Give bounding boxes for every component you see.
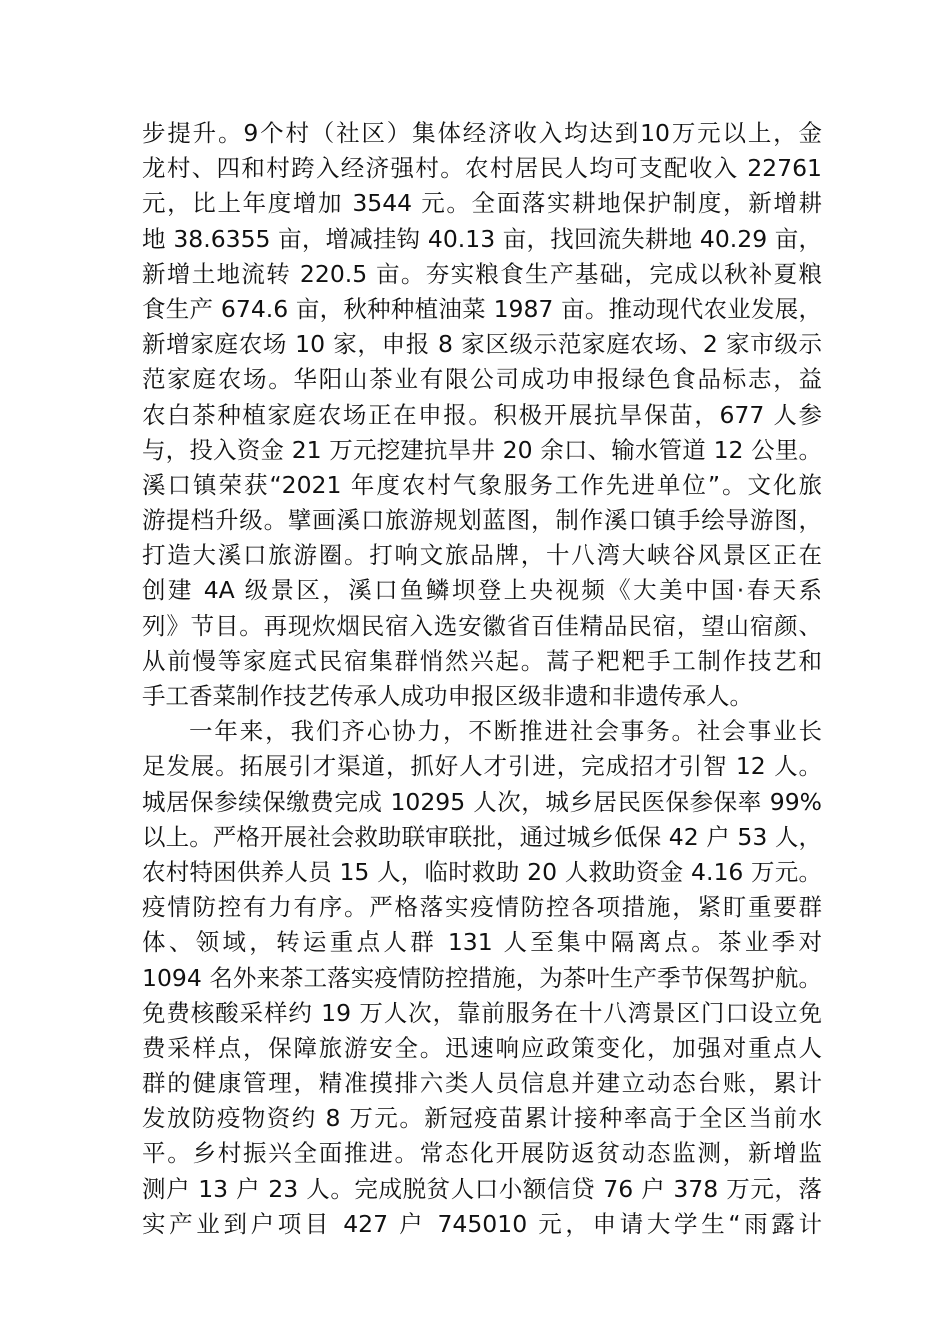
text-line: 平。乡村振兴全面推进。常态化开展防返贫动态监测，新增监 [142,1139,822,1168]
text-line: 农村特困供养人员 15 人，临时救助 20 人救助资金 4.16 万元。 [142,857,822,886]
text-line: 与，投入资金 21 万元挖建抗旱井 20 余口、输水管道 12 公里。 [142,435,822,464]
text-line: 手工香菜制作技艺传承人成功申报区级非遗和非遗传承人。 [142,682,753,710]
text-line: 游提档升级。擘画溪口旅游规划蓝图，制作溪口镇手绘导游图， [142,506,822,535]
text-line: 发放防疫物资约 8 万元。新冠疫苗累计接种率高于全区当前水 [142,1104,822,1133]
text-line: 群的健康管理，精准摸排六类人员信息并建立动态台账，累计 [142,1069,822,1098]
text-line: 从前慢等家庭式民宿集群悄然兴起。蒿子粑粑手工制作技艺和 [142,646,822,675]
text-line: 新增家庭农场 10 家，申报 8 家区级示范家庭农场、2 家市级示 [142,330,822,359]
text-line: 食生产 674.6 亩，秋种种植油菜 1987 亩。推动现代农业发展， [142,294,822,323]
text-line: 测户 13 户 23 人。完成脱贫人口小额信贷 76 户 378 万元，落 [142,1174,822,1203]
text-line: 免费核酸采样约 19 万人次，靠前服务在十八湾景区门口设立免 [142,998,822,1027]
text-line: 步提升。9个村（社区）集体经济收入均达到10万元以上，金 [142,119,822,147]
text-line: 费采样点，保障旅游安全。迅速响应政策变化，加强对重点人 [142,1033,822,1062]
text-line: 体、领域，转运重点人群 131 人至集中隔离点。茶业季对 [142,928,822,957]
text-line: 疫情防控有力有序。严格落实疫情防控各项措施，紧盯重要群 [142,893,822,922]
body-text [142,116,822,1242]
text-line: 创建 4A 级景区，溪口鱼鳞坝登上央视频《大美中国·春天系 [142,576,822,605]
text-line: 地 38.6355 亩，增减挂钩 40.13 亩，找回流失耕地 40.29 亩， [142,224,822,253]
text-line: 以上。严格开展社会救助联审联批，通过城乡低保 42 户 53 人， [142,822,822,851]
text-line: 龙村、四和村跨入经济强村。农村居民人均可支配收入 22761 [142,154,822,183]
text-line: 溪口镇荣获“2021 年度农村气象服务工作先进单位”。文化旅 [142,470,822,499]
text-line: 实产业到户项目 427 户 745010 元，申请大学生“雨露计 [142,1209,822,1238]
paragraph-start-line: 一年来，我们齐心协力，不断推进社会事务。社会事业长 [189,717,822,746]
text-line: 足发展。拓展引才渠道，抓好人才引进，完成招才引智 12 人。 [142,752,822,781]
text-line: 新增土地流转 220.5 亩。夯实粮食生产基础，完成以秋补夏粮 [142,259,822,288]
text-line: 范家庭农场。华阳山茶业有限公司成功申报绿色食品标志，益 [142,365,822,394]
text-line: 农白茶种植家庭农场正在申报。积极开展抗旱保苗，677 人参 [142,400,822,429]
text-line: 列》节目。再现炊烟民宿入选安徽省百佳精品民宿，望山宿颜、 [142,611,822,640]
text-line: 城居保参续保缴费完成 10295 人次，城乡居民医保参保率 99% [142,787,822,816]
text-line: 打造大溪口旅游圈。打响文旅品牌，十八湾大峡谷风景区正在 [142,541,822,570]
text-line: 1094 名外来茶工落实疫情防控措施，为茶叶生产季节保驾护航。 [142,963,822,992]
text-line: 元，比上年度增加 3544 元。全面落实耕地保护制度，新增耕 [142,189,822,218]
